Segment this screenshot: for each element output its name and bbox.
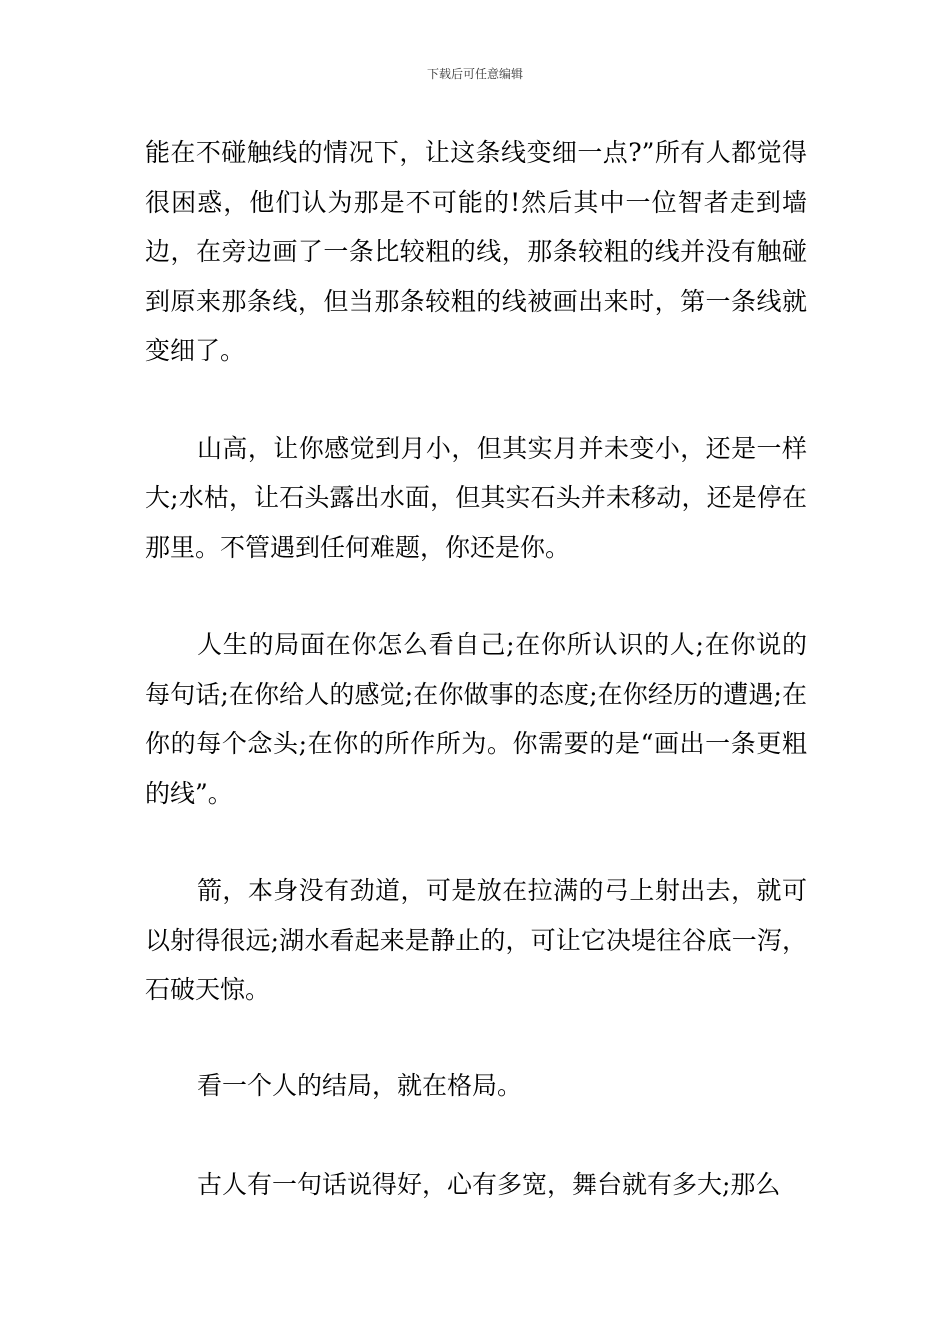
paragraph-gap (145, 572, 807, 620)
paragraph-4: 箭，本身没有劲道，可是放在拉满的弓上射出去，就可以射得很远;湖水看起来是静止的，可让它决堤往谷底一泻，石破天惊。 (145, 876, 807, 1004)
paragraph-5: 看一个人的结局，就在格局。 (197, 1070, 523, 1100)
paragraph-3: 人生的局面在你怎么看自己;在你所认识的人;在你说的每句话;在你给人的感觉;在你做事的态度;在你经历的遭遇;在你的每个念头;在你的所作所为。你需要的是“画出一条更粗的线”。 (145, 630, 807, 808)
paragraph-2: 山高，让你感觉到月小，但其实月并未变小，还是一样大;水枯，让石头露出水面，但其实石头并未移动，还是停在那里。不管遇到任何难题，你还是你。 (145, 433, 807, 562)
paragraph-gap (145, 818, 807, 866)
paragraph-gap (145, 1110, 807, 1160)
paragraph-6: 古人有一句话说得好，心有多宽，舞台就有多大;那么 (197, 1170, 781, 1199)
paragraph-gap (145, 1015, 807, 1061)
document-body (145, 128, 807, 1210)
page-header-note: 下载后可任意编辑 (426, 67, 523, 81)
paragraph-1: 能在不碰触线的情况下，让这条线变细一点?”所有人都觉得很困惑，他们认为那是不可能的!然后其中一位智者走到墙边，在旁边画了一条比较粗的线，那条较粗的线并没有触碰到原来那条线，但当那条较粗的线被画出来时，第一条线就变细了。 (145, 138, 807, 365)
paragraph-gap (145, 376, 807, 424)
